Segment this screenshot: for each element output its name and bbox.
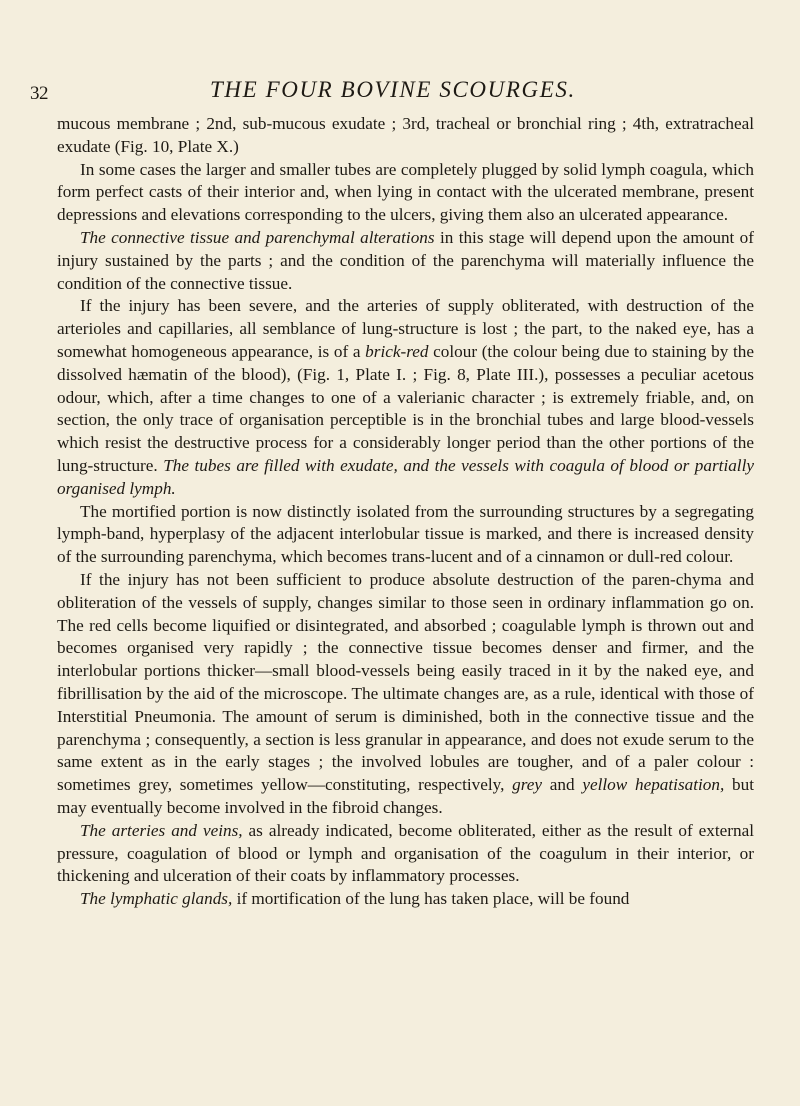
italic-segment: yellow hepatisation, xyxy=(582,775,725,795)
text-segment: In some cases the larger and smaller tubes are completely plugged by solid lymph coagula, which form perfect casts of their interior and, when lying in contact with the ulcerated membrane, present depressions and elevations corresponding to the ulcers, giving them also an ulcerated appearance. xyxy=(57,159,754,225)
body-text xyxy=(57,113,754,911)
italic-segment: brick-red xyxy=(365,341,429,361)
paragraph xyxy=(57,227,754,295)
text-segment: If the injury has been severe, and the arteries of supply obliterated, with destruction of the arterioles and capillaries, all semblance of lung-structure is lost ; the part, to the naked eye, has a somewhat homogeneous appearance, is of a xyxy=(57,296,754,361)
italic-segment: grey xyxy=(512,775,543,795)
text-segment: if mortification of the lung has taken place, will be found xyxy=(232,889,630,909)
italic-segment: The connective tissue and parenchymal alterations xyxy=(80,227,435,247)
paragraph xyxy=(57,569,754,820)
paragraph xyxy=(57,888,754,911)
text-segment: and xyxy=(542,775,583,795)
text-segment: but may eventually become involved in the fibroid changes. xyxy=(57,775,754,817)
paragraph xyxy=(57,501,754,569)
text-segment: as already indicated, become obliterated, either as the result of external pressure, coagulation of blood or lymph and organisation of the coagulum in their interior, or thickening and ulceration of their coats by inflammatory processes. xyxy=(57,820,754,886)
text-segment: The mortified portion is now distinctly isolated from the surrounding structures by a segregating lymph-band, hyperplasy of the adjacent interlobular tissue is marked, and there is increased density of the surrounding parenchyma, which becomes trans-lucent and of a cinnamon or dull-red colour. xyxy=(57,501,754,567)
text-segment: colour (the colour being due to staining by the dissolved hæmatin of the blood), (Fig. 1, Plate I. ; Fig. 8, Plate III.), possesses a peculiar acetous odour, which, after a time changes to one of a valerianic character ; is extremely friable, and, on section, the only trace of organisation perceptible is in the bronchial tubes and large blood-vessels which resist the destructive process for a considerably longer period than the other portions of the lung-structure. xyxy=(57,341,754,475)
paragraph xyxy=(57,159,754,227)
text-segment: in this stage will depend upon the amount of injury sustained by the parts ; and the condition of the parenchyma will materially influence the condition of the connective tissue. xyxy=(57,227,754,293)
italic-segment: The arteries and veins, xyxy=(80,820,243,840)
italic-segment: The lymphatic glands, xyxy=(80,889,233,909)
paragraph xyxy=(57,820,754,888)
running-title: THE FOUR BOVINE SCOURGES. xyxy=(210,77,576,102)
text-segment: mucous membrane ; 2nd, sub-mucous exudate ; 3rd, tracheal or bronchial ring ; 4th, extratracheal exudate (Fig. 10, Plate X.) xyxy=(57,114,754,156)
paragraph xyxy=(57,295,754,500)
page-number: 32 xyxy=(30,83,48,104)
running-head xyxy=(30,77,754,107)
paragraph xyxy=(57,113,754,159)
text-segment: If the injury has not been sufficient to produce absolute destruction of the paren-chyma and obliteration of the vessels of supply, changes similar to those seen in ordinary inflammation go on. The red cells become liquified or disintegrated, and absorbed ; coagulable lymph is thrown out and becomes organised very rapidly ; the connective tissue becomes denser and firmer, and the interlobular portions thicker—small blood-vessels being easily traced in it by the naked eye, and fibrillisation by the aid of the microscope. The ultimate changes are, as a rule, identical with those of Interstitial Pneumonia. The amount of serum is diminished, both in the connective tissue and the parenchyma ; consequently, a section is less granular in appearance, and does not exude serum to the same extent as in the early stages ; the involved lobules are tougher, and of a paler colour : sometimes grey, sometimes yellow—constituting, respectively, xyxy=(57,569,754,795)
italic-segment: The tubes are filled with exudate, and the vessels with coagula of blood or partially organised lymph. xyxy=(57,455,754,498)
